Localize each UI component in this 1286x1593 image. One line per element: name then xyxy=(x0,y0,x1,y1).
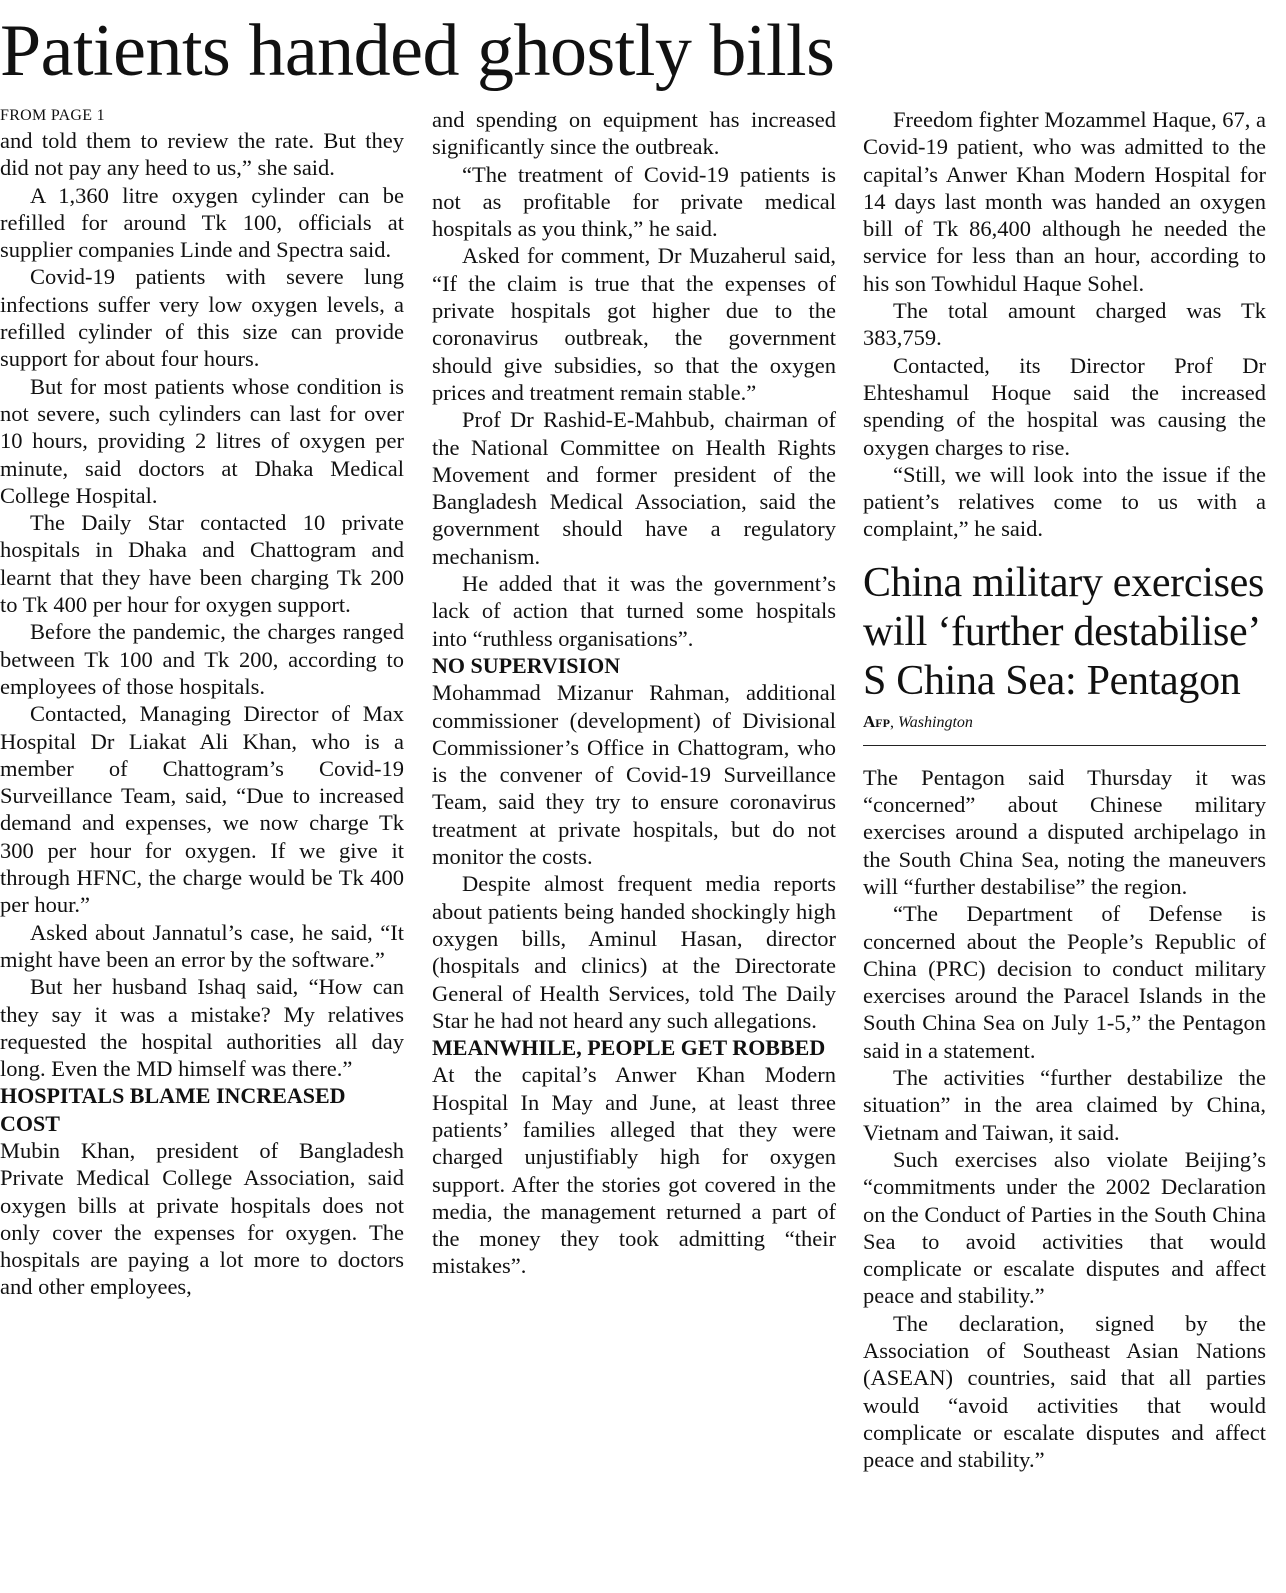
paragraph: Contacted, its Director Prof Dr Ehteshamul Hoque said the increased spending of the hospital was causing the oxygen charges to rise. xyxy=(863,352,1266,460)
paragraph: Asked for comment, Dr Muzaherul said, “If the claim is true that the expenses of private hospitals got higher due to the coronavirus outbreak, the government should give subsidies, so that the oxygen prices and treatment remain stable.” xyxy=(432,243,836,405)
paragraph: Freedom fighter Mozammel Haque, 67, a Covid-19 patient, who was admitted to the capital’s Anwer Khan Modern Hospital for 14 days last month was handed an oxygen bill of Tk 86,400 although he needed the service for less than an hour, according to his son Towhidul Haque Sohel. xyxy=(863,107,1266,296)
paragraph: He added that it was the government’s lack of action that turned some hospitals into “ruthless organisations”. xyxy=(432,571,836,651)
subhead-hospitals-blame: HOSPITALS BLAME INCREASED COST xyxy=(0,1083,346,1136)
paragraph: “The Department of Defense is concerned about the People’s Republic of China (PRC) decision to conduct military exercises around the Paracel Islands in the South China Sea on July 1-5,” the Pentagon said in a statement. xyxy=(863,901,1266,1063)
paragraph: “Still, we will look into the issue if the patient’s relatives come to us with a complaint,” he said. xyxy=(863,461,1266,542)
paragraph: The Daily Star contacted 10 private hospitals in Dhaka and Chattogram and learnt that they have been charging Tk 200 to Tk 400 per hour for oxygen support. xyxy=(0,510,404,618)
paragraph: The total amount charged was Tk 383,759. xyxy=(863,298,1266,351)
china-story xyxy=(863,559,1266,1474)
paragraph: Mubin Khan, president of Bangladesh Private Medical College Association, said oxygen bills at private hospitals does not only cover the expenses for oxygen. The hospitals are paying a lot more to doctors and other employees, xyxy=(0,1137,404,1300)
paragraph: The declaration, signed by the Association of Southeast Asian Nations (ASEAN) countries, said that all parties would “avoid activities that would complicate or escalate disputes and affect peace and stability.” xyxy=(863,1310,1266,1473)
article-column-1 xyxy=(0,106,404,1586)
paragraph: A 1,360 litre oxygen cylinder can be refilled for around Tk 100, officials at supplier companies Linde and Spectra said. xyxy=(0,182,404,263)
paragraph: But for most patients whose condition is not severe, such cylinders can last for over 10 hours, providing 2 litres of oxygen per minute, said doctors at Dhaka Medical College Hospital. xyxy=(0,373,404,508)
byline-agency: Afp xyxy=(863,711,890,731)
paragraph: Such exercises also violate Beijing’s “commitments under the 2002 Declaration on the Conduct of Parties in the South China Sea to avoid activities that would complicate or escalate disputes and affect peace and stability.” xyxy=(863,1146,1266,1309)
paragraph: Despite almost frequent media reports about patients being handed shockingly high oxygen bills, Aminul Hasan, director (hospitals and clinics) at the Directorate General of Health Services, told The Daily Star he had not heard any such allegations. xyxy=(432,871,836,1033)
byline-place: Washington xyxy=(897,713,973,731)
subhead-no-supervision: NO SUPERVISION xyxy=(432,652,621,678)
paragraph: Before the pandemic, the charges ranged between Tk 100 and Tk 200, according to employees of those hospitals. xyxy=(0,619,404,699)
paragraph: Mohammad Mizanur Rahman, additional commissioner (development) of Divisional Commissioner’s Office in Chattogram, who is the convener of Covid-19 Surveillance Team, said they try to ensure coronavirus treatment at private hospitals, but do not monitor the costs. xyxy=(432,680,836,870)
paragraph: Prof Dr Rashid-E-Mahbub, chairman of the National Committee on Health Rights Movement and former president of the Bangladesh Medical Association, said the government should have a regulatory mechanism. xyxy=(432,407,836,569)
paragraph: and told them to review the rate. But they did not pay any heed to us,” she said. xyxy=(0,128,404,181)
paragraph: At the capital’s Anwer Khan Modern Hospital In May and June, at least three patients’ families alleged that they were charged unjustifiably high for oxygen support. After the stories got covered in the media, the management returned a part of the money they took admitting “their mistakes”. xyxy=(432,1062,836,1279)
paragraph: The activities “further destabilize the situation” in the area claimed by China, Vietnam and Taiwan, it said. xyxy=(863,1065,1266,1145)
paragraph: But her husband Ishaq said, “How can they say it was a mistake? My relatives requested the hospital authorities all day long. Even the MD himself was there.” xyxy=(0,974,404,1082)
paragraph: Contacted, Managing Director of Max Hospital Dr Liakat Ali Khan, who is a member of Chattogram’s Covid-19 Surveillance Team, said, “Due to increased demand and expenses, we now charge Tk 300 per hour for oxygen. If we give it through HFNC, the charge would be Tk 400 per hour.” xyxy=(0,701,404,918)
jump-line: FROM PAGE 1 xyxy=(0,107,105,124)
paragraph: The Pentagon said Thursday it was “concerned” about Chinese military exercises around a disputed archipelago in the South China Sea, noting the maneuvers will “further destabilise” the region. xyxy=(863,764,1266,899)
china-story-headline: China military exercises will ‘further destabilise’ S China Sea: Pentagon xyxy=(863,559,1265,704)
article-column-2 xyxy=(432,106,836,1586)
paragraph: Covid-19 patients with severe lung infections suffer very low oxygen levels, a refilled cylinder of this size can provide support for about four hours. xyxy=(0,264,404,372)
headline: Patients handed ghostly bills xyxy=(0,10,835,92)
paragraph: “The treatment of Covid-19 patients is not as profitable for private medical hospitals as you think,” he said. xyxy=(432,161,836,242)
byline: Afp, Washington xyxy=(863,711,973,731)
paragraph: and spending on equipment has increased significantly since the outbreak. xyxy=(432,107,836,160)
divider xyxy=(863,745,1266,746)
paragraph: Asked about Jannatul’s case, he said, “It might have been an error by the software.” xyxy=(0,919,404,972)
subhead-people-get-robbed: MEANWHILE, PEOPLE GET ROBBED xyxy=(432,1035,826,1061)
article-column-3 xyxy=(863,106,1266,1586)
